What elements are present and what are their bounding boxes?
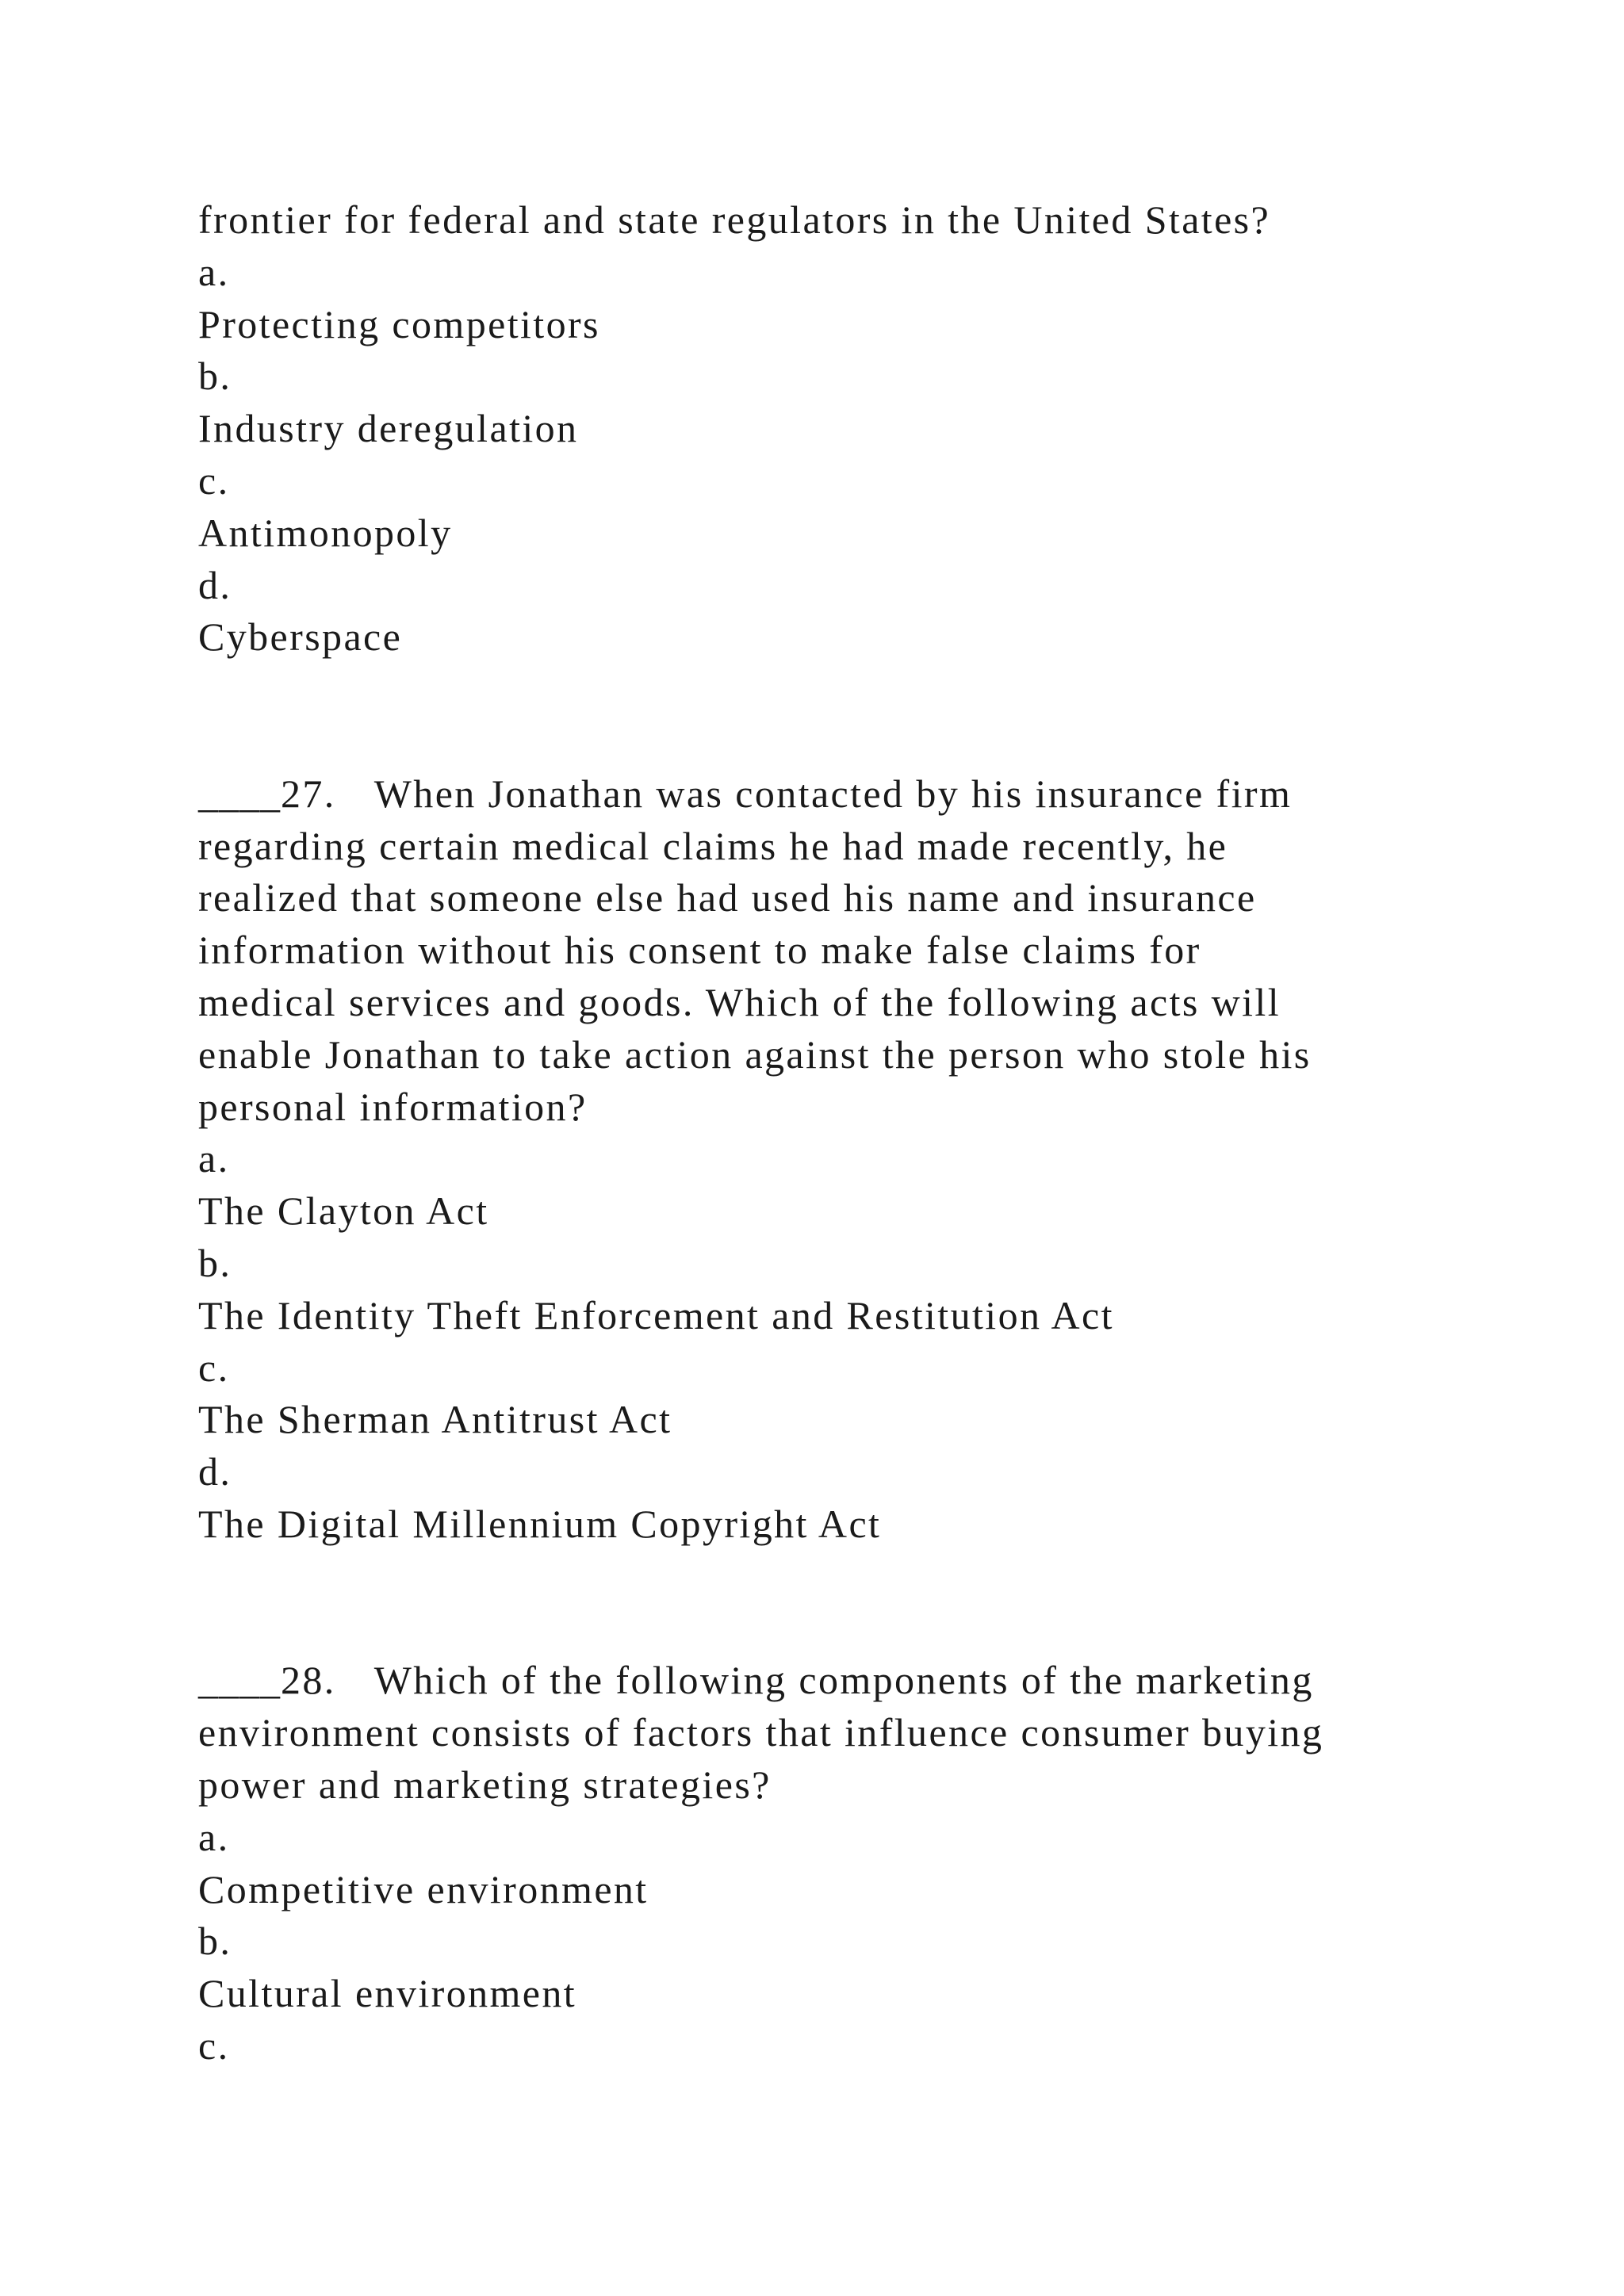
question-number: 28. [281, 1658, 336, 1703]
question-stem-line: frontier for federal and state regulators in the United States? [198, 197, 1271, 242]
option-letter: b. [198, 354, 232, 399]
question-stem-text: When Jonathan was contacted by his insurance firm [373, 771, 1293, 816]
option-text: The Digital Millennium Copyright Act [198, 1501, 882, 1546]
question-stem-line [198, 768, 1499, 821]
option-text: Cyberspace [198, 614, 403, 660]
question-stem-line [198, 1655, 1499, 1707]
option-letter: c. [198, 457, 230, 503]
question-number: 27. [281, 771, 336, 816]
question-stem-line: medical services and goods. Which of the following acts will [198, 979, 1281, 1024]
question-27 [198, 768, 1499, 1551]
question-stem-line: enable Jonathan to take action against the person who stole his [198, 1031, 1312, 1077]
answer-blank: ____ [198, 771, 281, 816]
question-stem-line: environment consists of factors that influence consumer buying [198, 1710, 1324, 1755]
option-text: The Identity Theft Enforcement and Restitution Act [198, 1292, 1114, 1337]
question-stem-line: power and marketing strategies? [198, 1762, 772, 1807]
option-letter: a. [198, 1814, 230, 1859]
option-text: Cultural environment [198, 1971, 577, 2016]
question-28 [198, 1655, 1499, 2072]
option-text: Industry deregulation [198, 406, 579, 451]
question-stem-line: regarding certain medical claims he had made recently, he [198, 823, 1228, 868]
answer-blank: ____ [198, 1658, 281, 1703]
question-spacer [198, 664, 1499, 768]
question-stem-line: personal information? [198, 1084, 588, 1129]
option-text: Antimonopoly [198, 510, 453, 555]
question-stem-text: Which of the following components of the marketing [373, 1658, 1314, 1703]
option-text: The Sherman Antitrust Act [198, 1397, 672, 1442]
question-stem-line: information without his consent to make false claims for [198, 928, 1201, 973]
option-text: The Clayton Act [198, 1188, 489, 1234]
question-stem-line: realized that someone else had used his name and insurance [198, 875, 1257, 920]
option-text: Protecting competitors [198, 301, 600, 346]
question-26 [198, 194, 1499, 664]
option-letter: b. [198, 1919, 232, 1964]
document-page [198, 194, 1499, 2072]
option-letter: c. [198, 2022, 230, 2068]
option-text: Competitive environment [198, 1866, 649, 1911]
option-letter: a. [198, 249, 230, 294]
option-letter: b. [198, 1240, 232, 1285]
option-letter: d. [198, 562, 232, 607]
option-letter: c. [198, 1345, 230, 1390]
option-letter: a. [198, 1136, 230, 1181]
question-spacer [198, 1551, 1499, 1655]
option-letter: d. [198, 1449, 232, 1494]
